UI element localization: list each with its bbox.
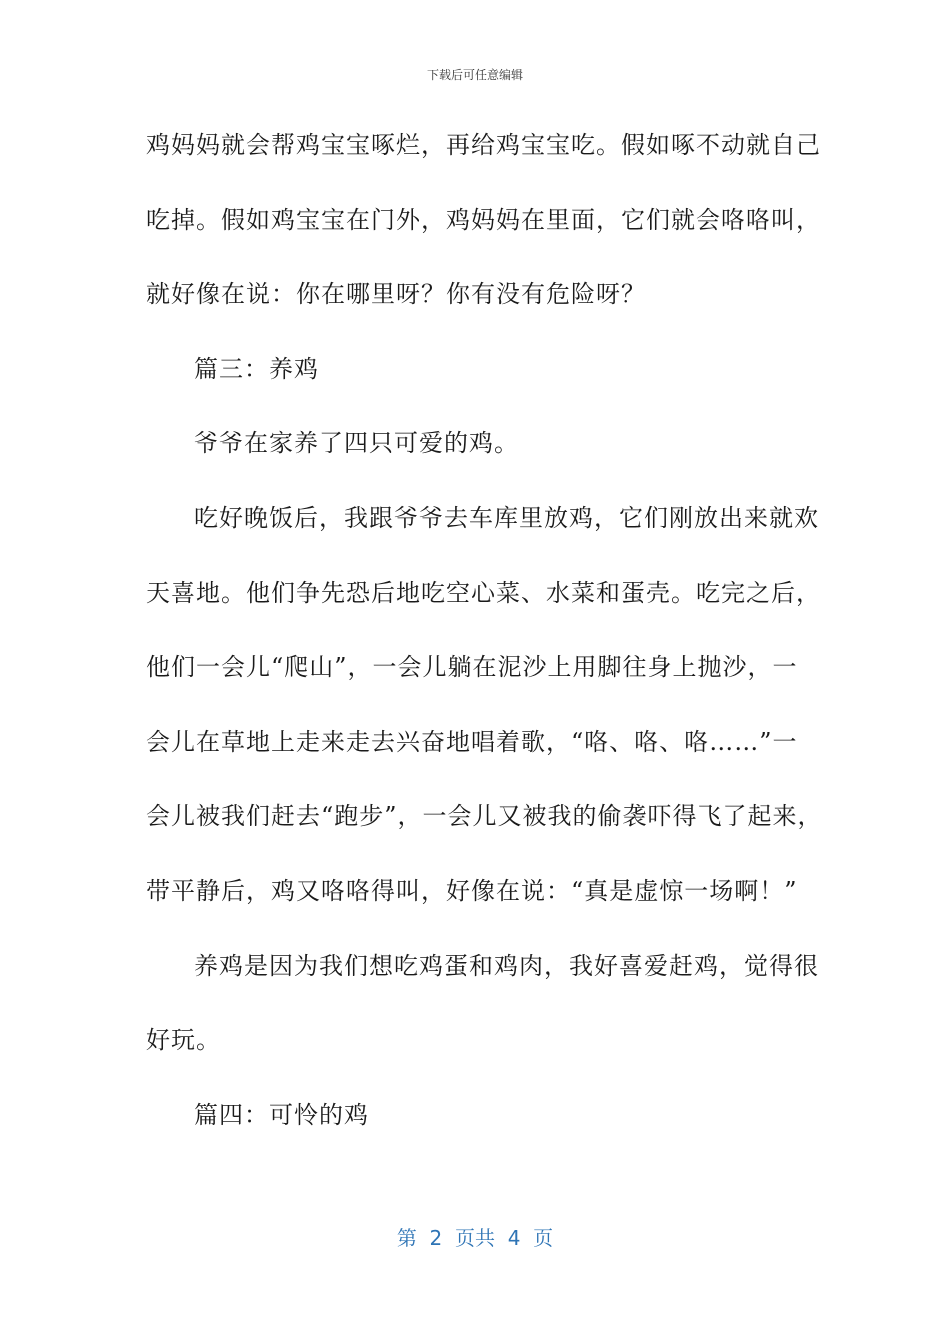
text-line: 爷爷在家养了四只可爱的鸡。 <box>194 429 519 458</box>
text-line: 会儿被我们赶去“跑步”，一会儿又被我的偷袭吓得飞了起来， <box>146 802 823 831</box>
text-line: 好玩。 <box>146 1026 221 1055</box>
text-line: 就好像在说：你在哪里呀？你有没有危险呀？ <box>146 280 646 309</box>
text-line: 会儿在草地上走来走去兴奋地唱着歌，“咯、咯、咯……”一 <box>146 727 798 756</box>
text-line: 吃掉。假如鸡宝宝在门外，鸡妈妈在里面，它们就会咯咯叫， <box>146 205 821 234</box>
page-header: 下载后可任意编辑 <box>426 68 523 82</box>
text-line: 吃好晚饭后，我跟爷爷去车库里放鸡，它们刚放出来就欢 <box>194 503 819 532</box>
section-heading: 篇四：可怜的鸡 <box>194 1100 369 1129</box>
text-line: 养鸡是因为我们想吃鸡蛋和鸡肉，我好喜爱赶鸡，觉得很 <box>194 951 819 980</box>
page-footer: 第 2 页共 4 页 <box>396 1226 554 1250</box>
section-heading: 篇三：养鸡 <box>194 354 319 383</box>
document-body <box>146 120 823 1164</box>
text-line: 天喜地。他们争先恐后地吃空心菜、水菜和蛋壳。吃完之后， <box>146 578 821 607</box>
text-line: 他们一会儿“爬山”，一会儿躺在泥沙上用脚往身上抛沙，一 <box>146 653 798 682</box>
text-line: 带平静后，鸡又咯咯得叫，好像在说：“真是虚惊一场啊！” <box>146 876 798 905</box>
text-line: 鸡妈妈就会帮鸡宝宝啄烂，再给鸡宝宝吃。假如啄不动就自己 <box>146 131 821 159</box>
